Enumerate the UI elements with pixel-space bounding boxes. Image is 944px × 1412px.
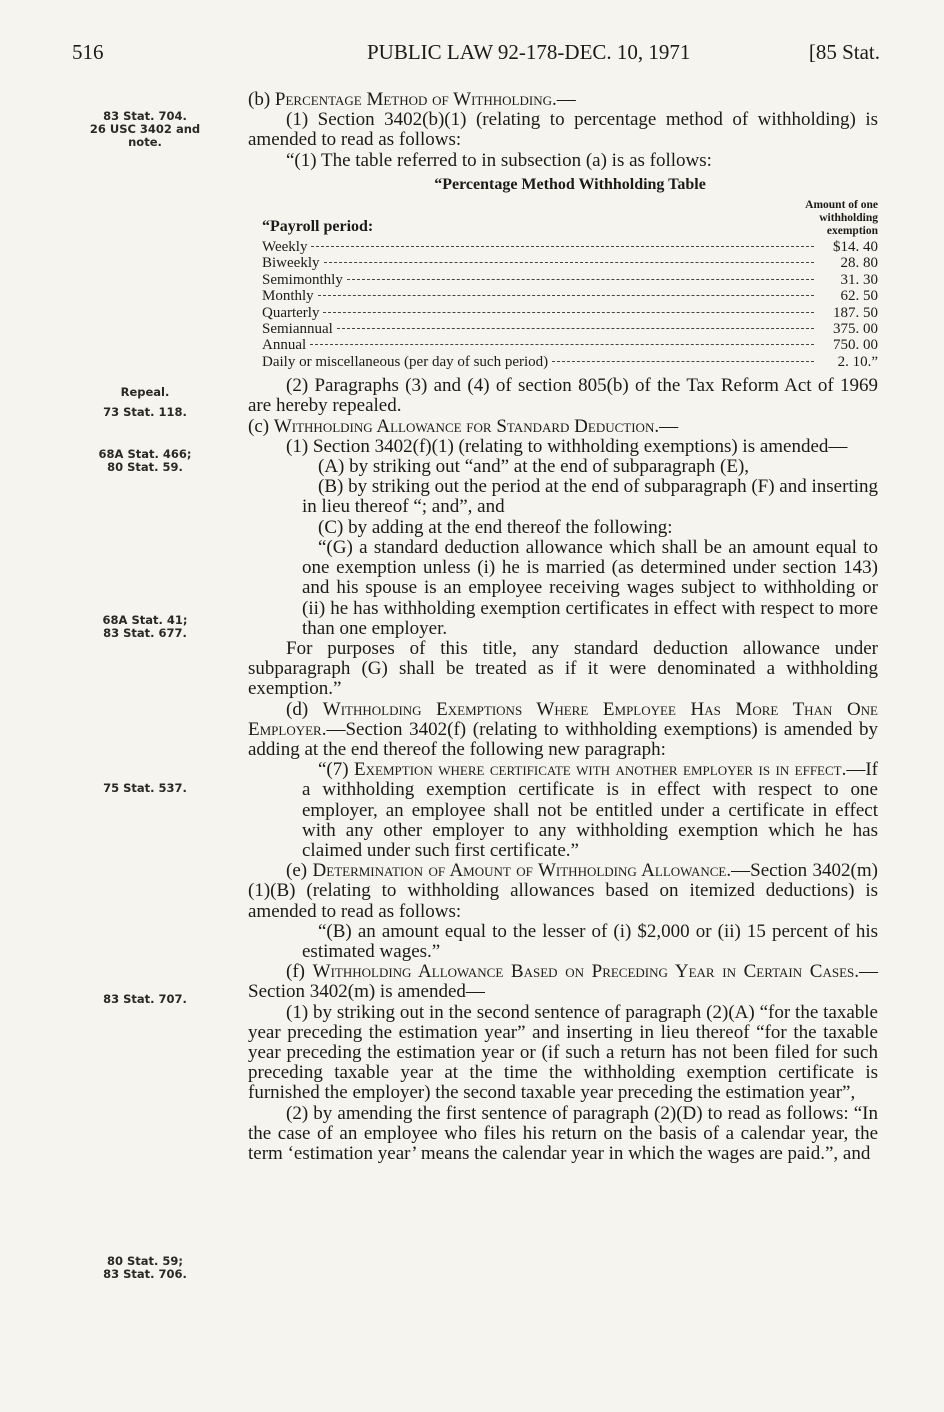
exemption-amount: 2. 10.” (837, 353, 878, 370)
section-letter: (d) (286, 698, 323, 720)
margin-note-line: 75 Stat. 537. (103, 781, 187, 795)
table-row (262, 305, 878, 321)
exemption-amount: 187. 50 (833, 304, 878, 321)
paragraph-c-purposes: For purposes of this title, any standard deduction allowance under subparagraph (G) shall be treated as if it were denominated a withholding exemption.” (248, 637, 878, 700)
section-heading: Withholding Allowance Based on Preceding Year in Certain Cases. (312, 961, 859, 983)
subsection-d (248, 700, 878, 761)
exemption-amount: 750. 00 (833, 337, 878, 354)
section-letter: (c) (248, 415, 274, 437)
margin-note-line: 68A Stat. 41; (102, 613, 188, 627)
paragraph-number: “(7) (318, 759, 355, 781)
page-title: PUBLIC LAW 92-178-DEC. 10, 1971 (367, 40, 691, 64)
section-text: —Section 3402(m)(1)(B) (relating to withholding allowances based on itemized deductions) is amended to read as follows: (248, 860, 878, 922)
subsection-e (248, 861, 878, 922)
payroll-period: Quarterly (262, 304, 320, 321)
paragraph-b1-quote: “(1) The table referred to in subsection (a) is as follows: (286, 149, 712, 171)
paragraph-f2: (2) by amending the first sentence of paragraph (2)(D) to read as follows: “In the case of an employee who files his return on the basis of a calendar year, the term ‘estimation year’ means the calendar year in which the wages are paid.”, and (248, 1102, 878, 1164)
page-header (72, 40, 880, 70)
margin-note-line: 80 Stat. 59. (107, 460, 183, 474)
paragraph-heading: Exemption where certificate with another employer is in effect. (354, 759, 847, 781)
margin-note-line: 68A Stat. 466; (98, 447, 192, 461)
section-text: —Section 3402(f) (relating to withholding exemptions) is amended by adding at the end thereof the following new paragraph: (248, 718, 878, 760)
payroll-period: Monthly (262, 288, 314, 305)
leader-dots (311, 246, 814, 247)
section-letter: (b) (248, 89, 275, 110)
payroll-period: Semiannual (262, 321, 333, 338)
table-row (262, 239, 878, 255)
section-heading: Percentage Method of Withholding.— (274, 89, 576, 110)
subsection-f (248, 962, 878, 1002)
subparagraph-eB: “(B) an amount equal to the lesser of (i) $2,000 or (ii) 15 percent of his estimated wages.” (302, 920, 878, 962)
margin-note (70, 448, 220, 474)
paragraph-b2: (2) Paragraphs (3) and (4) of section 805(b) of the Tax Reform Act of 1969 are hereby repealed. (248, 375, 878, 417)
leader-dots (323, 312, 814, 313)
margin-note (70, 782, 220, 795)
withholding-table (262, 175, 878, 370)
leader-dots (318, 295, 814, 296)
margin-note-line: 73 Stat. 118. (103, 405, 187, 419)
table-title: “Percentage Method Withholding Table (434, 175, 706, 193)
subsection-b-heading (248, 90, 878, 110)
margin-note-line: 83 Stat. 677. (103, 626, 187, 640)
margin-note (70, 386, 220, 399)
paragraph-d7 (248, 760, 878, 861)
margin-note (70, 614, 220, 640)
subparagraph-cA: (A) by striking out “and” at the end of subparagraph (E), (318, 456, 750, 478)
subsection-c-heading (248, 417, 878, 437)
exemption-amount: 375. 00 (833, 321, 878, 338)
section-heading: Withholding Exemptions Where Employee Has More Than One Employer. (248, 698, 879, 740)
body-text (248, 90, 878, 1164)
page-number: 516 (72, 40, 104, 64)
margin-note (70, 1255, 220, 1281)
paragraph-c1: (1) Section 3402(f)(1) (relating to withholding exemptions) is amended— (286, 435, 848, 457)
subparagraph-cC: (C) by adding at the end thereof the following: (318, 516, 673, 538)
table-row (262, 321, 878, 337)
payroll-period: Semimonthly (262, 271, 343, 288)
section-letter: (f) (286, 961, 313, 983)
table-header-row (262, 199, 878, 239)
margin-note-line: 83 Stat. 704. (103, 109, 187, 123)
margin-note (70, 110, 220, 149)
column-header-line: Amount of one (805, 199, 878, 212)
leader-dots (347, 279, 814, 280)
paragraph-f1: (1) by striking out in the second sentence of paragraph (2)(A) “for the taxable year preceding the estimation year” and inserting in lieu thereof “for the taxable year preceding the estimation year or (if such a return has not been filed for such preceding taxable year at the time the withholding exemption certificate is furnished the employer) the second taxable year preceding the estimation year”, (248, 1001, 878, 1104)
margin-note-line: Repeal. (120, 385, 170, 399)
table-row (262, 337, 878, 353)
leader-dots (552, 361, 814, 362)
margin-note-line: 26 USC 3402 and (89, 122, 201, 136)
section-text: —Section 3402(m) is amended— (248, 961, 878, 1003)
table-row (262, 288, 878, 304)
leader-dots (324, 262, 815, 263)
exemption-amount: $14. 40 (833, 239, 878, 256)
margin-note-line: 83 Stat. 707. (103, 992, 187, 1006)
margin-note-line: 83 Stat. 706. (103, 1267, 187, 1281)
exemption-amount: 62. 50 (840, 288, 878, 305)
section-heading: Determination of Amount of Withholding Allowance. (312, 860, 732, 882)
margin-note-line: note. (128, 135, 162, 149)
table-row (262, 354, 878, 370)
payroll-period: Daily or miscellaneous (per day of such period) (262, 353, 549, 370)
table-row-header: “Payroll period: (262, 217, 374, 235)
margin-note-line: 80 Stat. 59; (106, 1254, 184, 1268)
leader-dots (337, 328, 814, 329)
payroll-period: Biweekly (262, 255, 320, 272)
table-column-header (768, 199, 878, 238)
margin-note (70, 406, 220, 419)
margin-note (70, 993, 220, 1006)
table-row (262, 272, 878, 288)
subparagraph-cB: (B) by striking out the period at the end of subparagraph (F) and inserting in lieu thereof “; and”, and (302, 476, 878, 518)
payroll-period: Weekly (262, 239, 308, 256)
leader-dots (310, 344, 814, 345)
exemption-amount: 31. 30 (840, 271, 878, 288)
paragraph-text: —If a withholding exemption certificate is in effect with respect to one employer, an employee shall not be entitled under a certificate in effect with any other employer to any withholding exemption which he has claimed under such first certificate.” (302, 759, 879, 861)
paragraph-b1: (1) Section 3402(b)(1) (relating to percentage method of withholding) is amended to read as follows: (248, 109, 878, 151)
exemption-amount: 28. 80 (840, 255, 878, 272)
section-letter: (e) (286, 860, 313, 882)
subparagraph-cG: “(G) a standard deduction allowance which shall be an amount equal to one exemption unless (i) he is married (as determined under section 143) and his spouse is an employee receiving wages subject to withholding or (ii) he has withholding exemption certificates in effect with respect to more than one employer. (302, 536, 878, 639)
column-header-line: exemption (826, 225, 878, 238)
column-header-line: withholding (819, 212, 878, 225)
section-heading: Withholding Allowance for Standard Deduction.— (273, 415, 679, 437)
payroll-period: Annual (262, 337, 307, 354)
volume-reference: [85 Stat. (808, 40, 880, 64)
table-row (262, 255, 878, 271)
